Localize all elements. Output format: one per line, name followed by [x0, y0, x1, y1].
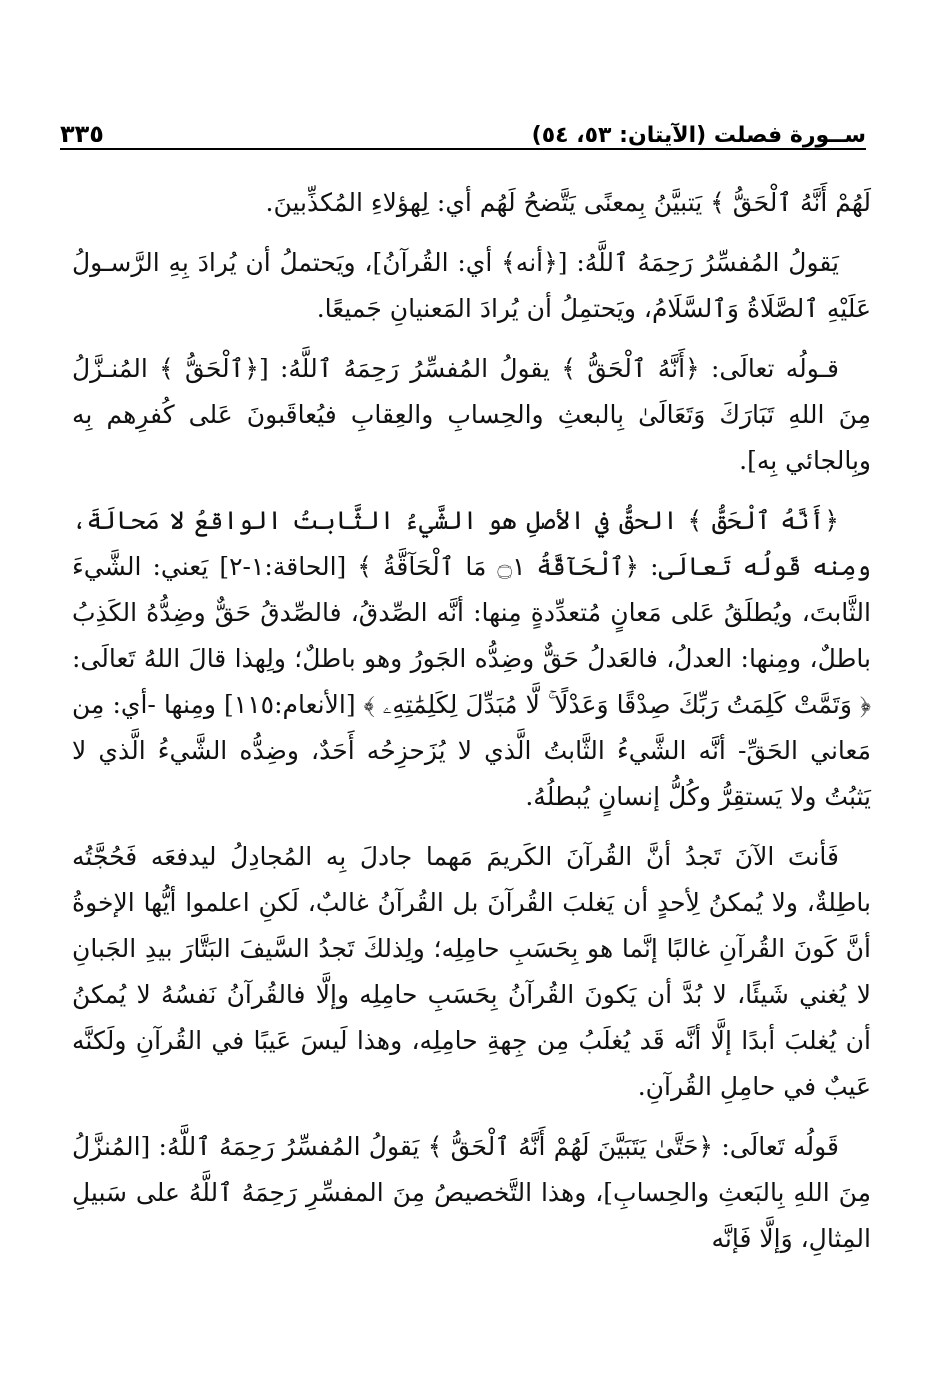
paragraph-5: فَأنتَ الآنَ تَجدُ أنَّ القُرآنَ الكَريمَ مَهما جادلَ بِه المُجادِلُ ليدفعَه فَحُجَّتُه باطِلةٌ، ولا يُمكنُ لِأحدٍ أن يَغلبَ القُرآنَ بل القُرآنُ غالبٌ، لَكنِ اعلموا أيُّها الإخوةُ أنَّ كَونَ القُرآنِ غالبًا إنَّما هو بِحَسَبِ حامِلِه؛ ولِذلكَ تَجدُ السَّيفَ البَتَّارَ بيدِ الجَبانِ لا يُغني شَيئًا، لا بُدَّ أن يَكونَ القُرآنُ بِحَسَبِ حامِلِه وإلَّا فالقُرآنُ نَفسُهُ لا يُمكنُ أن يُغلبَ أبدًا إلَّا أنَّه قَد يُغلَبُ مِن جِهةِ حامِلِه، وهذا لَيسَ عَيبًا في القُرآنِ ولَكنَّه عَيبٌ في حامِلِ القُرآنِ.	[72, 842, 871, 1101]
page-header	[60, 108, 866, 148]
paragraph-2: يَقولُ المُفسِّرُ رَحِمَهُ ٱللَّهُ: [﴿أنه﴾ أي: القُرآنُ]، ويَحتملُ أن يُرادَ بِهِ الرَّسـولُ عَلَيْهِ ٱلصَّلَاةُ وَٱلسَّلَامُ، ويَحتمِلُ أن يُرادَ المَعنيانِ جَميعًا.	[72, 248, 871, 323]
page-body	[72, 180, 871, 1276]
page-number: ٣٣٥	[60, 120, 104, 148]
paragraph-1: لَهُمْ أَنَّهُ ٱلْحَقُّ ﴾ يَتبيَّنُ بِمعنًى يَتَّضحُ لَهُم أي: لِهؤلاءِ المُكذِّبينَ.	[265, 188, 871, 217]
paragraph-4: ﴿أَنَّهُ ٱلْحَقُّ ﴾ الحقُّ في الأصلِ هو الشَّيءُ الثَّابتُ الواقعُ لا مَحالَةَ، ومِنه قَولُه تَعالَى: ﴿ٱلْحَآقَّةُ ۝١ مَا ٱلْحَآقَّةُ ﴾ [الحاقة:١-٢] يَعني: الشَّيءَ الثَّابتَ، ويُطلَقُ عَلى مَعانٍ مُتعدِّدةٍ مِنها: أنَّه الصِّدقُ، فالصِّدقُ حَقٌّ وضِدُّهُ الكَذِبُ باطلٌ، ومِنها: العدلُ، فالعَدلُ حَقٌّ وضِدُّه الجَورُ وهو باطلٌ؛ ولِهذا قالَ اللهُ تَعالَى: ﴿ وَتَمَّتْ كَلِمَتُ رَبِّكَ صِدْقًا وَعَدْلًا ۚ لَّا مُبَدِّلَ لِكَلِمَٰتِهِۦ ﴾ [الأنعام:١١٥] ومِنها -أي: مِن مَعاني الحَقِّ- أنَّه الشَّيءُ الثَّابتُ الَّذي لا يُزَحزِحُه أَحَدٌ، وضِدُّه الشَّيءُ الَّذي لا يَثبُتُ ولا يَستقِرُّ وكُلُّ إنسانٍ يُبطلُهُ.	[72, 506, 871, 811]
paragraph-6: قَولُه تَعالَى: ﴿حَتَّىٰ يَتَبَيَّنَ لَهُمْ أَنَّهُ ٱلْحَقُّ ﴾ يَقولُ المُفسِّرُ رَحِمَهُ ٱللَّهُ: [المُنزَّلُ مِنَ اللهِ بِالبَعثِ والحِسابِ]، وهذا التَّخصيصُ مِنَ المفسِّرِ رَحِمَهُ ٱللَّهُ على سَبيلِ المِثالِ، وَإلَّا فَإنَّه	[72, 1132, 871, 1253]
surah-title: ســورة فصلت (الآيتان: ٥٣، ٥٤)	[531, 123, 866, 148]
paragraph-3: قـولُه تعالَى: ﴿أَنَّهُ ٱلْحَقُّ ﴾ يقولُ المُفسِّرُ رَحِمَهُ ٱللَّهُ: [﴿ٱلْحَقُّ ﴾ المُنـزَّلُ مِنَ اللهِ تَبَارَكَ وَتَعَالَىٰ بِالبعثِ والحِسابِ والعِقابِ فيُعاقَبونَ عَلى كُفرِهم بِه وبِالجائي بِه].	[72, 354, 871, 475]
header-divider	[60, 148, 866, 150]
